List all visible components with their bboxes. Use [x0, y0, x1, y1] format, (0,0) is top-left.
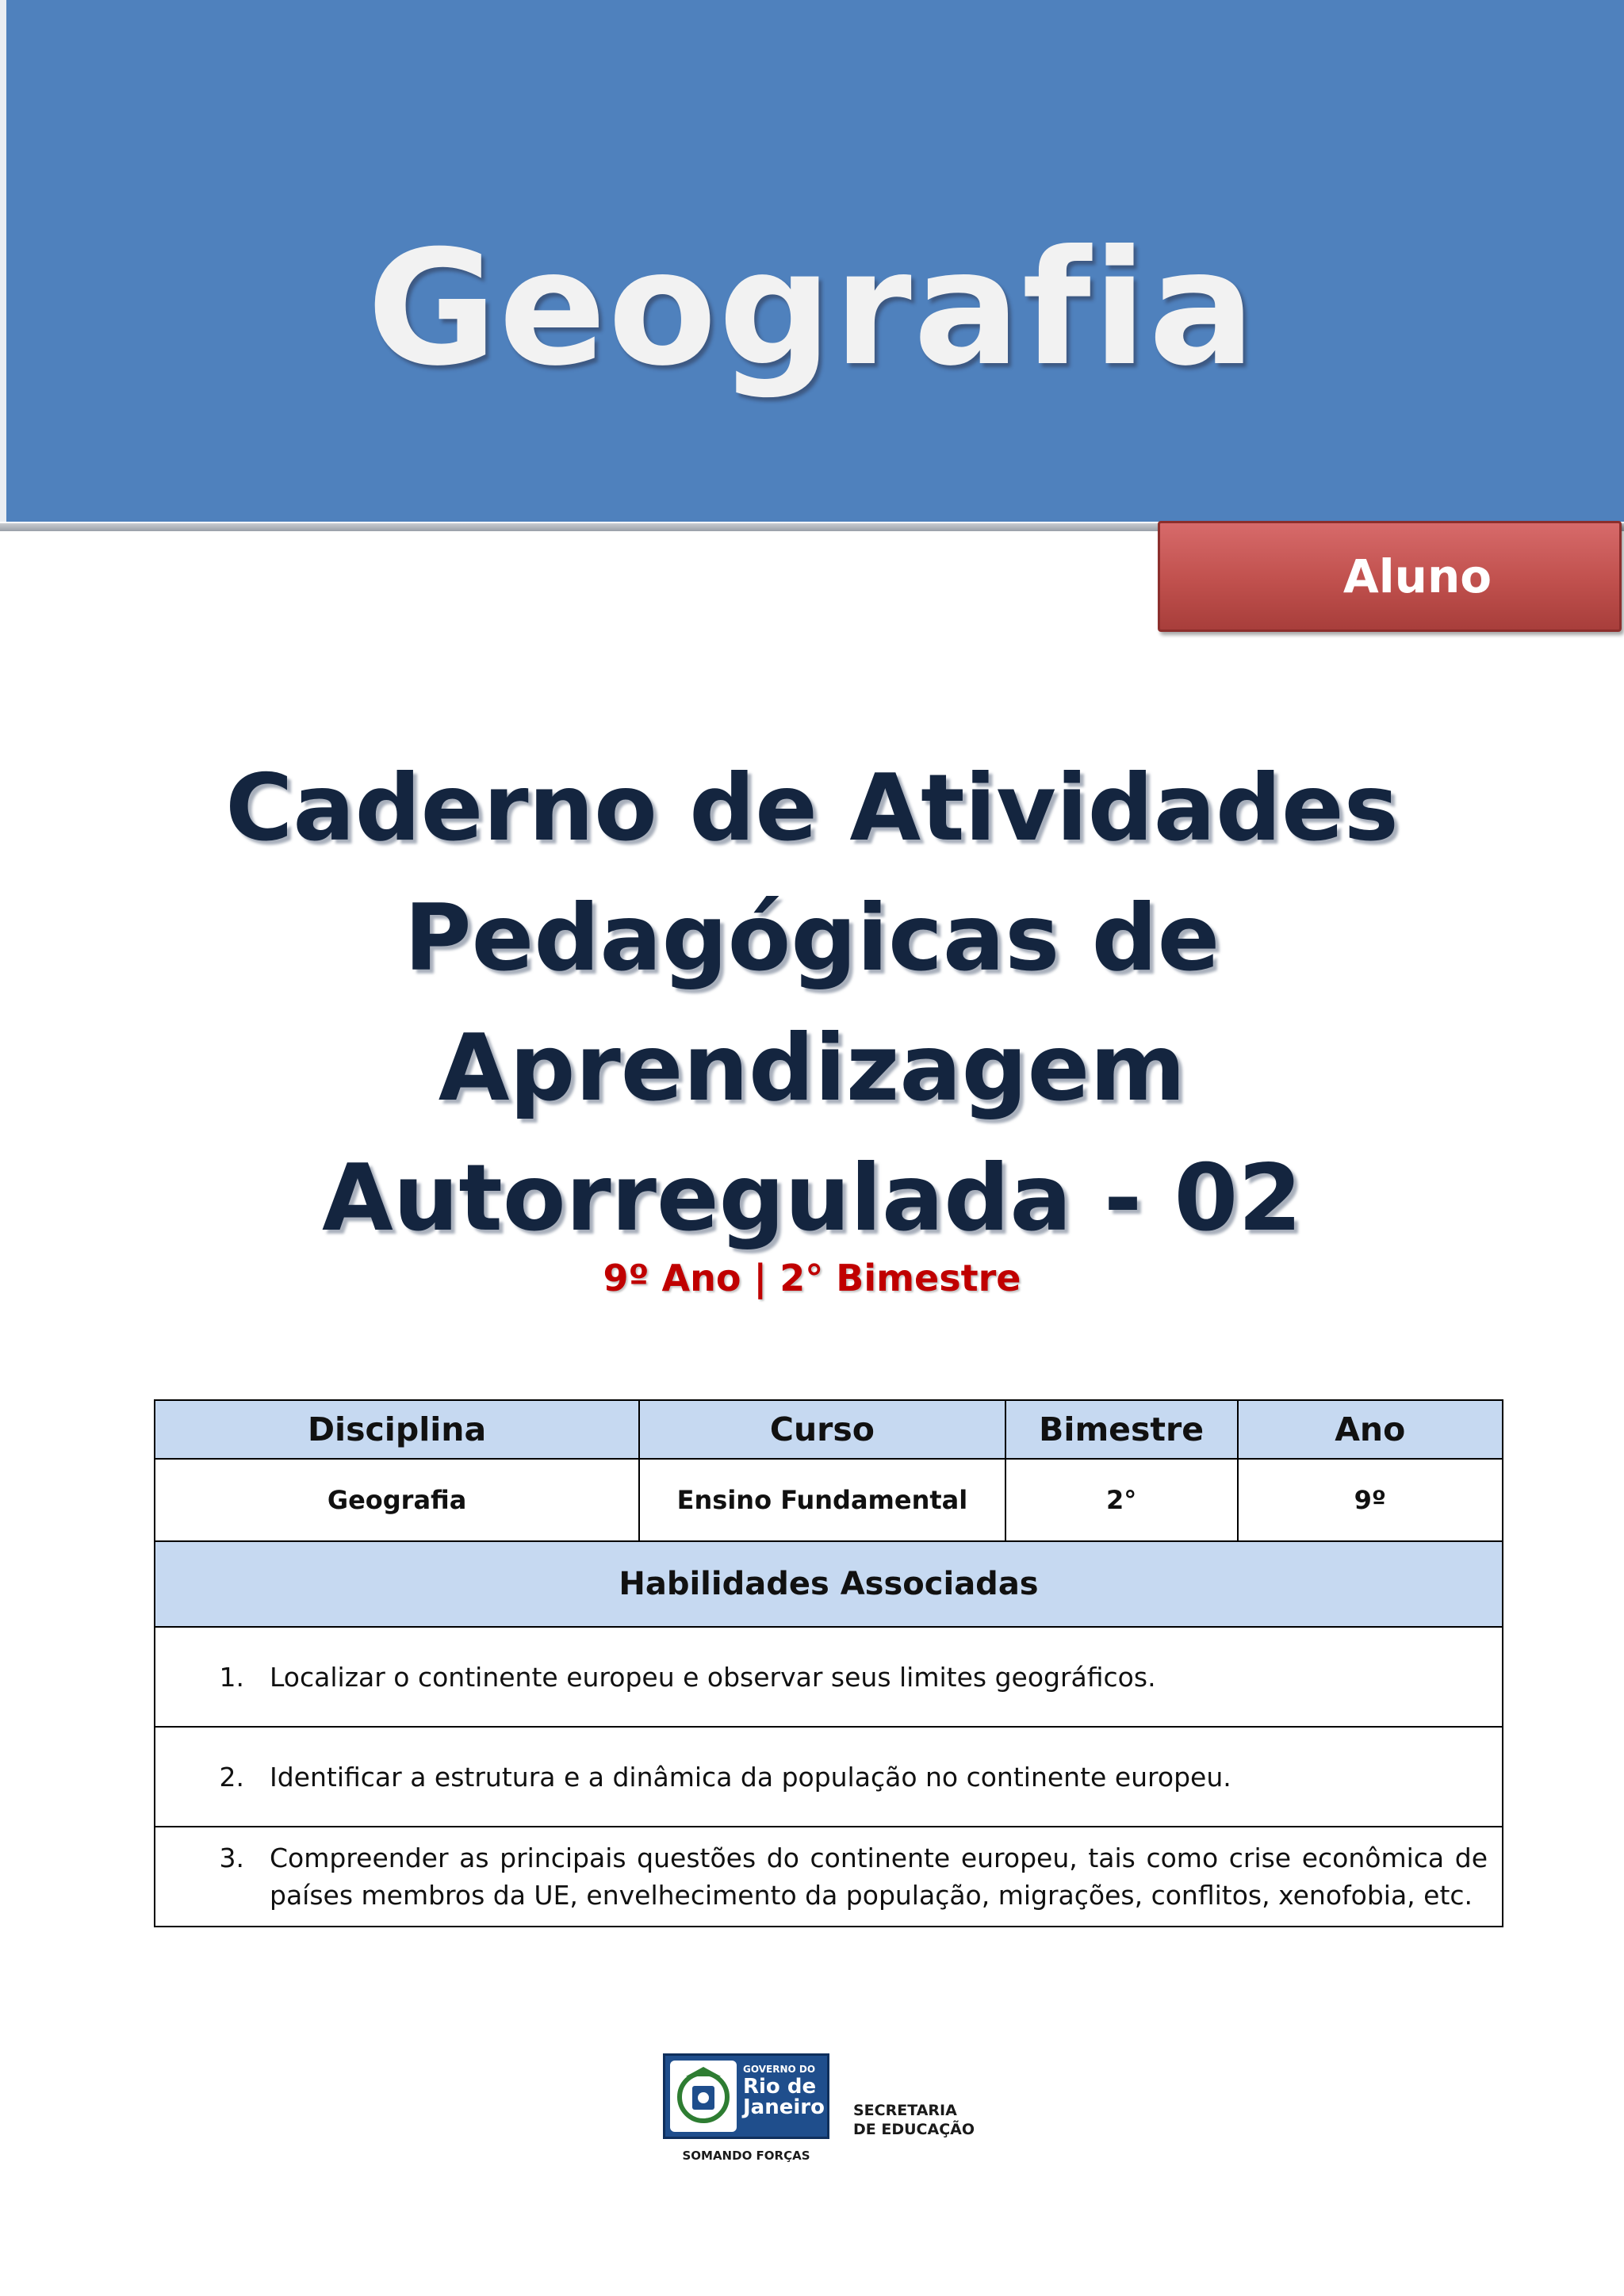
subject-title: Geografia	[366, 216, 1258, 401]
skills-header-row	[155, 1541, 1503, 1627]
skill-text: Localizar o continente europeu e observar seus limites geográficos.	[270, 1661, 1156, 1693]
grade-term-subtitle: 9º Ano | 2° Bimestre	[603, 1257, 1021, 1299]
table-row	[155, 1459, 1503, 1541]
document-title-line-3: Aprendizagem	[438, 1015, 1186, 1122]
gov-label: GOVERNO DO	[743, 2064, 816, 2075]
skill-row-1	[155, 1627, 1503, 1727]
skill-row-3	[155, 1827, 1503, 1927]
audience-tab	[1158, 521, 1622, 632]
cell-disciplina: Geografia	[155, 1459, 639, 1541]
document-title-line-2: Pedagógicas de	[404, 885, 1220, 992]
course-info-table	[154, 1399, 1503, 1927]
cell-curso: Ensino Fundamental	[639, 1459, 1005, 1541]
header-bimestre: Bimestre	[1005, 1400, 1238, 1459]
skill-text: Identificar a estrutura e a dinâmica da população no continente europeu.	[270, 1761, 1231, 1793]
header-ano: Ano	[1238, 1400, 1503, 1459]
state-coat-of-arms-icon	[670, 2061, 737, 2132]
skills-header: Habilidades Associadas	[155, 1541, 1503, 1627]
cell-bimestre: 2°	[1005, 1459, 1238, 1541]
cell-ano: 9º	[1238, 1459, 1503, 1541]
secretaria-line-2: DE EDUCAÇÃO	[853, 2121, 975, 2138]
government-logo	[663, 2053, 829, 2139]
table-header-row	[155, 1400, 1503, 1459]
skill-text: Compreender as principais questões do continente europeu, tais como crise econômica de países membros da UE, envelhecimento da população, migrações, conflitos, xenofobia, etc.	[270, 1843, 1488, 1911]
government-motto: SOMANDO FORÇAS	[682, 2149, 810, 2163]
header-curso: Curso	[639, 1400, 1005, 1459]
header-disciplina: Disciplina	[155, 1400, 639, 1459]
secretaria-line-1: SECRETARIA	[853, 2102, 957, 2119]
skill-number: 1.	[219, 1661, 244, 1693]
document-title	[0, 744, 1624, 1264]
skill-number: 2.	[219, 1761, 244, 1793]
audience-tab-label: Aluno	[1342, 549, 1492, 603]
skill-row-2	[155, 1727, 1503, 1827]
skill-number: 3.	[219, 1843, 244, 1873]
document-title-line-4: Autorregulada - 02	[322, 1145, 1302, 1252]
secretaria-label	[853, 2101, 975, 2139]
state-name: Rio de Janeiro	[743, 2075, 825, 2119]
document-title-line-1: Caderno de Atividades	[225, 755, 1399, 862]
